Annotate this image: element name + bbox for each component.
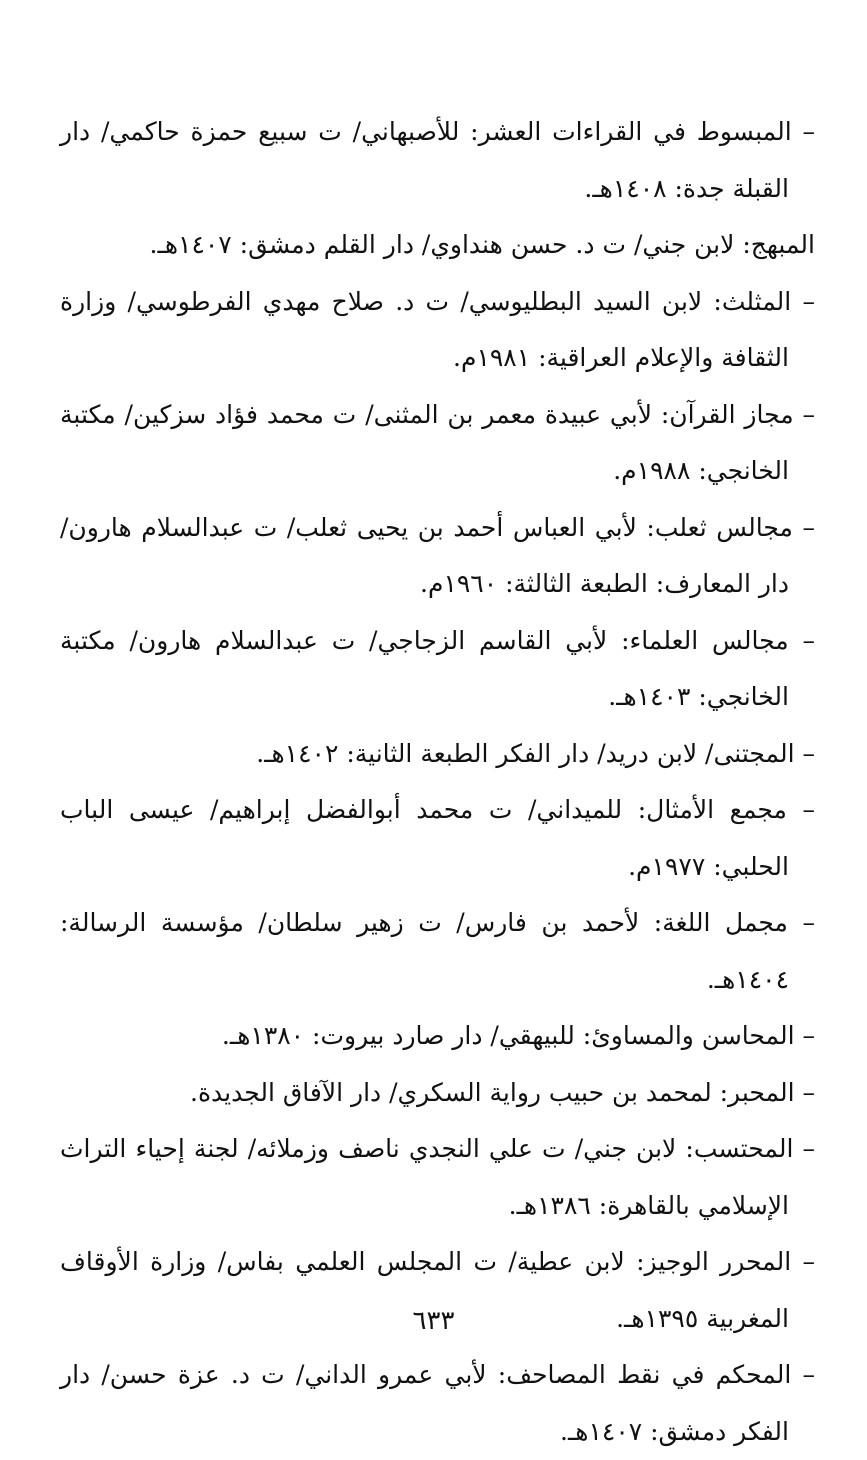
bibliography-entry: – مجمل اللغة: لأحمد بن فارس/ ت زهير سلطان/ مؤسسة الرسالة: ١٤٠٤هـ.: [60, 908, 815, 994]
bibliography-entry: – المحرر الوجيز: لابن عطية/ ت المجلس العلمي بفاس/ وزارة الأوقاف المغربية ١٣٩٥هـ.: [60, 1247, 815, 1333]
bibliography-entry: – المثلث: لابن السيد البطليوسي/ ت د. صلاح مهدي الفرطوسي/ وزارة الثقافة والإعلام العراقية: ١٩٨١م.: [60, 286, 815, 372]
bibliography-entry: – المحكم في نقط المصاحف: لأبي عمرو الداني/ ت د. عزة حسن/ دار الفكر دمشق: ١٤٠٧هـ.: [60, 1360, 815, 1446]
bibliography-entry: – مجالس العلماء: لأبي القاسم الزجاجي/ ت عبدالسلام هارون/ مكتبة الخانجي: ١٤٠٣هـ.: [60, 625, 815, 711]
bibliography-entry: المبهج: لابن جني/ ت د. حسن هنداوي/ دار القلم دمشق: ١٤٠٧هـ.: [149, 230, 815, 259]
bibliography-entry: – المحبر: لمحمد بن حبيب رواية السكري/ دار الآفاق الجديدة.: [190, 1077, 815, 1107]
bibliography-entry: – المجتنى/ لابن دريد/ دار الفكر الطبعة الثانية: ١٤٠٢هـ.: [256, 738, 815, 768]
bibliography-entry: – مجمع الأمثال: للميداني/ ت محمد أبوالفضل إبراهيم/ عيسى الباب الحلبي: ١٩٧٧م.: [60, 795, 815, 881]
bibliography-entry: – مجاز القرآن: لأبي عبيدة معمر بن المثنى/ ت محمد فؤاد سزكين/ مكتبة الخانجي: ١٩٨٨م.: [60, 399, 815, 485]
bibliography-entry: – مجالس ثعلب: لأبي العباس أحمد بن يحيى ثعلب/ ت عبدالسلام هارون/ دار المعارف: الطبعة الثالثة: ١٩٦٠م.: [60, 512, 815, 598]
bibliography-entry: – المحتسب: لابن جني/ ت علي النجدي ناصف وزملائه/ لجنة إحياء التراث الإسلامي بالقاهرة: ١٣٨٦هـ.: [60, 1134, 815, 1220]
bibliography-entry: – المبسوط في القراءات العشر: للأصبهاني/ ت سبيع حمزة حاكمي/ دار القبلة جدة: ١٤٠٨هـ.: [60, 117, 815, 203]
page-number: ٦٣٣: [412, 1306, 455, 1336]
bibliography-entry: – المحاسن والمساوئ: للبيهقي/ دار صارد بيروت: ١٣٨٠هـ.: [221, 1021, 815, 1050]
bibliography-list: [60, 104, 815, 1460]
